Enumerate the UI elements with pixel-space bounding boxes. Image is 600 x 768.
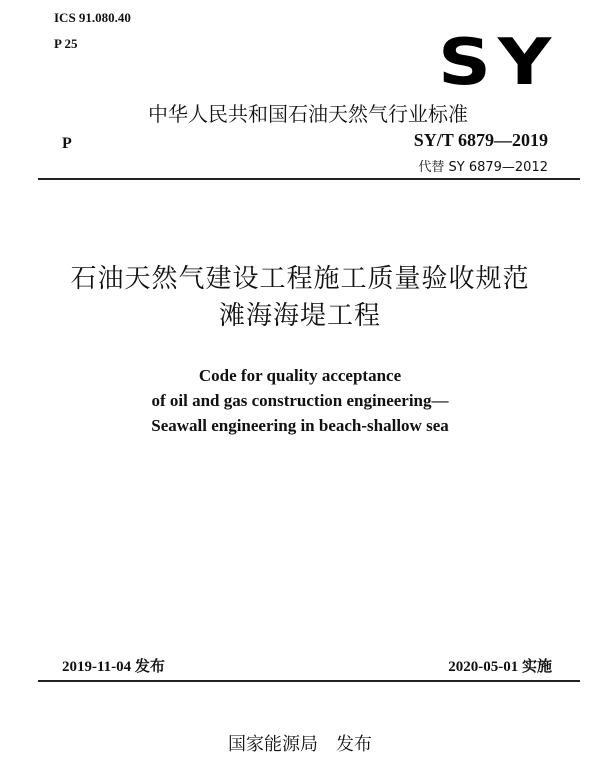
- ics-code: ICS 91.080.40: [54, 10, 131, 25]
- header-divider: [38, 178, 580, 180]
- classification-code: P 25: [54, 36, 78, 51]
- implementation-date: 2020-05-01 实施: [448, 659, 552, 675]
- title-en-line3: Seawall engineering in beach-shallow sea: [151, 416, 449, 435]
- standard-number: SY/T 6879—2019: [413, 130, 548, 150]
- replaces-standard: 代替 SY 6879—2012: [418, 160, 548, 175]
- standard-name-cn: 中华人民共和国石油天然气行业标准: [148, 102, 468, 126]
- title-en-line2: of oil and gas construction engineering—: [151, 391, 449, 410]
- sy-logo: SY: [437, 26, 559, 100]
- issue-date: 2019-11-04 发布: [62, 659, 165, 675]
- publisher: 国家能源局 发布: [228, 734, 372, 755]
- category-letter: P: [62, 135, 72, 152]
- title-cn-line2: 滩海海堤工程: [218, 301, 381, 331]
- footer-divider: [38, 680, 580, 682]
- title-cn-line1: 石油天然气建设工程施工质量验收规范: [70, 264, 530, 294]
- title-en-line1: Code for quality acceptance: [198, 366, 402, 385]
